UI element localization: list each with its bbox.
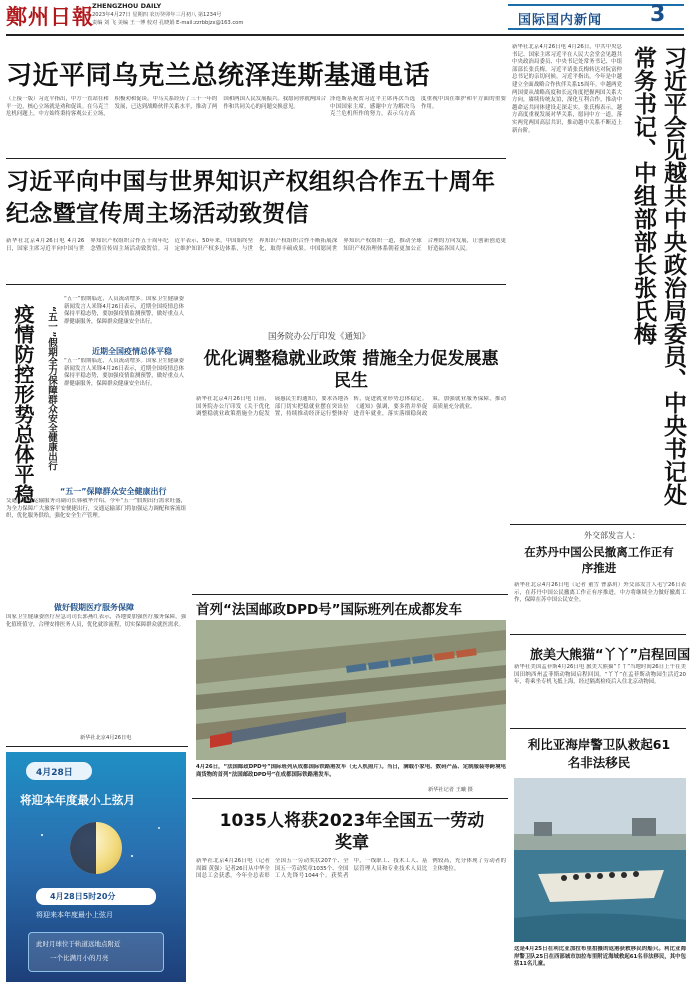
article-sudan: 新华社北京4月26日电（记者 董雪 曹嘉玥）外交部发言人毛宁26日表示，在苏丹中国公民撤离工作正有序推进，中方将继续全力做好撤离工作，保障在苏中国公民安全。 (514, 582, 686, 604)
article-employment: 新华社北京4月26日电 日前，国务院办公厅印发《关于优化调整稳就业政策措施全力促发展惠民生的通知》，要求各地各部门切实把稳就业摆在突出位置，持续推动经济运行整体好转，促进就业形势总体稳定。《通知》强调，要多措并举促进青年就业，落实落细稳岗政策，加强就业服务保障，推动高质量充分就业。 (196, 396, 506, 418)
headline-railway: 首列“法国邮政DPD号”国际班列在成都发车 (196, 602, 463, 618)
article-wipo: 新华社北京4月26日电 4月26日，国家主席习近平向中国与世界知识产权组织合作五十周年纪念暨宣传周主场活动致贺信。习近平表示，50年来，中国始终坚定维护知识产权多边体系，与世界知识产权组织合作不断拓展深化，取得丰硕成果。中国愿同世界知识产权组织一道，推动全球知识产权治理体系朝着更加公正合理的方向发展，让创新创造更好造福各国人民。 (6, 238, 506, 252)
moon-date: 4月28日 (36, 768, 73, 778)
newspaper-logo: 鄭州日報 (6, 4, 94, 29)
moon-title: 将迎本年度最小上弦月 (20, 793, 135, 807)
divider-2 (6, 284, 506, 285)
article-epidemic-body-3: 交通运输部运输服务司副司长韩敬华介绍，今年“五一”假期出行需求旺盛，为全力保障广大旅客平安便捷出行，交通运输部门将加强运力调配和客流组织，优化服务供给，强化安全生产管理。 (6, 498, 186, 520)
railway-photo (196, 620, 506, 760)
masthead-date: 2023年4月27日 星期四 农历癸卯年三月初八 第1234号 (92, 12, 222, 18)
moon-infographic (6, 752, 186, 982)
divider-6 (510, 728, 686, 729)
article-labor-medal: 新华社北京4月26日电（记者 周圆 黄强）记者26日从中华全国总工会获悉，今年全总表彰全国五一劳动奖状207个、全国五一劳动奖章1035个、全国工人先锋号1044个。获奖者中，一线职工、技术工人、基层管理人员和专业技术人员比例较高，充分体现了劳动者的主体地位。 (196, 858, 506, 880)
masthead-rule (6, 34, 684, 36)
railway-photo-art (196, 620, 506, 760)
kicker-employment: 国务院办公厅印发《通知》 (268, 332, 371, 342)
section-title: 国际国内新闻 (518, 13, 603, 28)
epidemic-subhead-2: “五一”保障群众安全健康出行 (60, 487, 167, 496)
headline-panda: 旅美大熊猫“丫丫”启程回国 (530, 648, 690, 663)
headline-labor-medal: 1035人将获2023年全国五一劳动奖章 (219, 811, 485, 853)
headline-sudan: 在苏丹中国公民撤离工作正有序推进 (524, 545, 674, 575)
libya-photo (514, 778, 686, 942)
article-epidemic-body-4: 国家卫生健康委医疗应急司司长郭燕红表示，各地要加强医疗服务保障，强化值班值守，合理安排医务人员，优化就诊流程，切实保障群众就医需求。 (6, 614, 186, 628)
moon-foot-1: 此时月球位于轨道远地点附近 (36, 940, 121, 948)
masthead-en: ZHENGZHOU DAILY (92, 2, 162, 10)
divider-left (6, 746, 188, 747)
moon-foot-2: 一个比满月小的月亮 (50, 954, 109, 962)
headline-libya: 利比亚海岸警卫队救起61名非法移民 (527, 737, 671, 770)
railway-caption: 4月26日，“法国邮政DPD号”国际班列从成都国际铁路港发车（无人机照片）。当日，满载小家电、数码产品、定制服装等跨境电商货物的首列“法国邮政DPD号”在成都国际铁路港发车。 (196, 764, 506, 778)
epidemic-sign: 新华社北京4月26日电 (80, 735, 132, 741)
divider-4 (192, 798, 508, 799)
kicker-sudan: 外交部发言人： (584, 531, 640, 540)
railway-sign: 新华社记者 王曦 摄 (428, 787, 473, 793)
headline-epidemic-vertical: 疫情防控形势总体平稳 (11, 304, 35, 504)
epidemic-subhead-1: 近期全国疫情总体平稳 (92, 347, 172, 356)
masthead-editors: 责编 刘 飞 美编 王一博 校对 孔晓娟 E-mail:zzrbbjzx@163.com (92, 20, 244, 26)
article-epidemic-body: “五一”假期临近，人员流动增多。国家卫生健康委新闻发言人米锋4月26日表示，近期全国疫情总体保持平稳态势，要加强疫情监测预警，做好重点人群健康服务，保障群众健康安全出行。 (64, 296, 184, 325)
headline-epidemic-sub: “五一”假期全力保障群众安全健康出行 (46, 306, 57, 471)
page-number: 3 (650, 2, 666, 27)
libya-photo-art (514, 778, 686, 942)
headline-vietnam: 习近平会见越共中央政治局委员、中央书记处常务书记、中组部部长张氏梅 (630, 46, 686, 506)
moon-foot-box (28, 932, 164, 972)
libya-caption: 这是4月25日在利比亚加拉布里拍摄的返港获救移民的船只。利比亚海岸警卫队25日在西部城市加拉布里附近海域救起61名非法移民，其中包括11名儿童。 (514, 946, 686, 968)
moon-sub: 4月28日5时20分 (50, 892, 116, 901)
headline-wipo: 习近平向中国与世界知识产权组织合作五十周年纪念暨宣传周主场活动致贺信 (6, 169, 496, 227)
article-epidemic-body-2: “五一”假期临近，人员流动增多。国家卫生健康委新闻发言人米锋4月26日表示，近期全国疫情总体保持平稳态势，要加强疫情监测预警，做好重点人群健康服务，保障群众健康安全出行。 (64, 358, 184, 387)
divider-right (510, 524, 686, 525)
article-ukraine-lead: （上接一版）习近平指出，中方一直站在和平一边，核心立场就是劝和促谈。在乌克兰危机问题上，中方始终秉持客观公正立场，积极劝和促谈。中乌关系经历了三十一年的发展，已达到战略伙伴关系水平，推动了两国和两国人民发展振兴。我愿同你就两国合作和共同关心的问题交换意见。 (6, 96, 326, 118)
divider-5 (510, 634, 686, 635)
headline-employment: 优化调整稳就业政策 措施全力促发展惠民生 (203, 349, 499, 391)
headline-ukraine-call: 习近平同乌克兰总统泽连斯基通电话 (6, 61, 431, 91)
article-panda: 新华社美国孟菲斯4月26日电 旅美大熊猫“丫丫”当地时间26日上午在美国田纳西州孟菲斯动物园启程回国。“丫丫”在孟菲斯动物园生活近20年，将乘坐专机飞抵上海，经过隔离检疫后入住北京动物园。 (514, 664, 686, 686)
article-ukraine-body: 泽连斯基祝贺习近平主席再次当选中国国家主席，感谢中方为解决乌克兰危机所作的努力，表示乌方高度重视中国在维护和平方面的重要作用。 (330, 96, 506, 118)
divider-1 (6, 158, 506, 159)
moon-sub2: 将迎来本年度最小上弦月 (36, 911, 113, 919)
divider-3 (192, 594, 508, 595)
article-vietnam: 新华社北京4月26日电 4月26日，中共中央总书记、国家主席习近平在人民大会堂会见越共中央政治局委员、中央书记处常务书记、中组部部长张氏梅。习近平请张氏梅转达对阮富仲总书记的亲切问候。习近平指出，今年是中越建立全面战略合作伙伴关系15周年。中越两党两国要从战略高度和长远角度把握两国关系大方向，赓续传统友谊，深化互利合作，推动中越命运共同体建设走深走实。张氏梅表示，越方高度重视发展对华关系，愿同中方一道，落实两党两国高层共识，推动越中关系不断迈上新台阶。 (512, 44, 622, 134)
epidemic-subhead-3: 做好假期医疗服务保障 (54, 603, 134, 612)
